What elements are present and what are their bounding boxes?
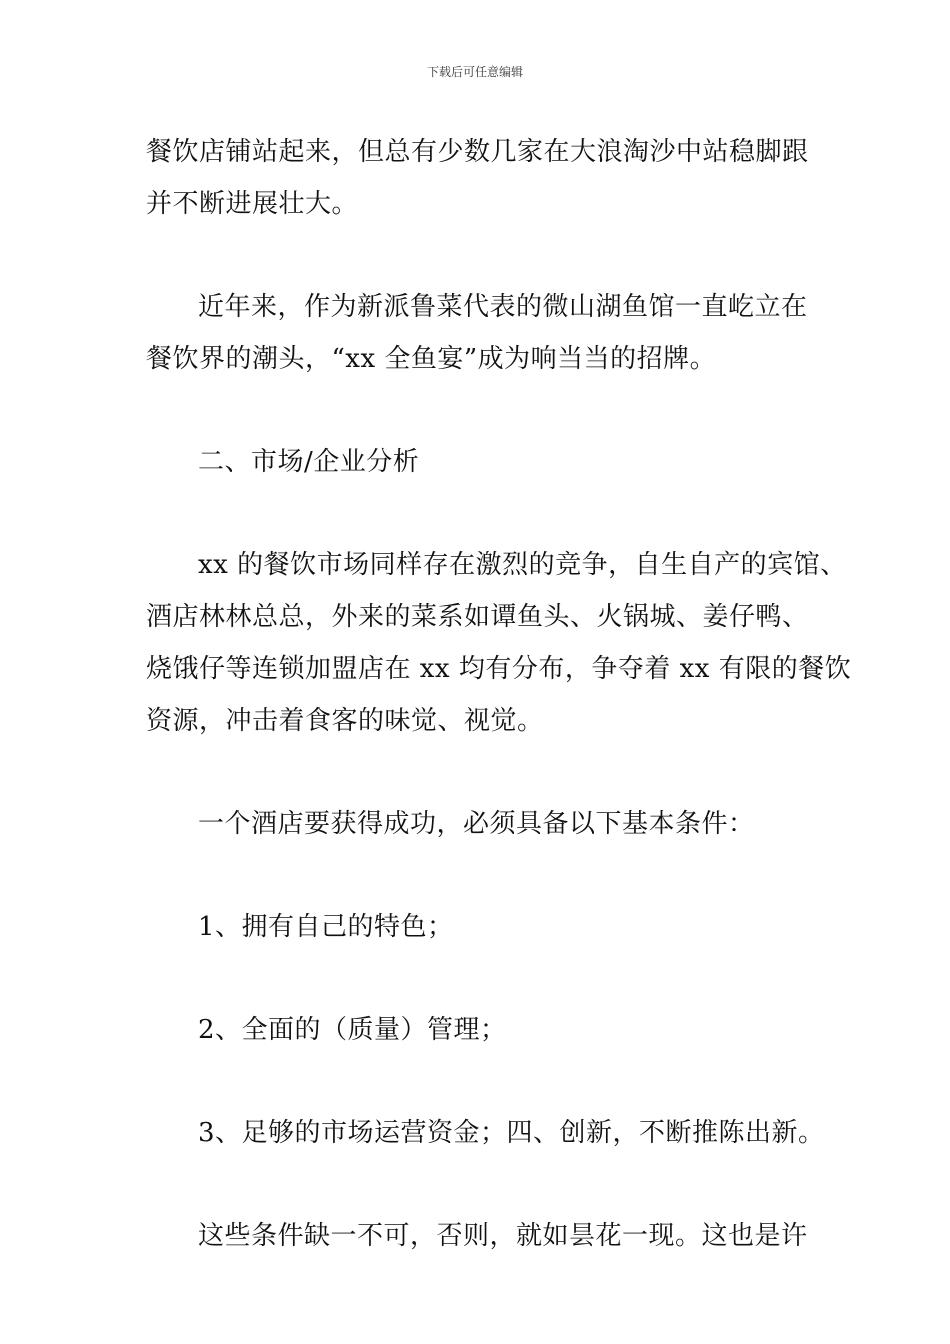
text-line: 并不断进展壮大。 <box>146 189 359 219</box>
list-item <box>146 1107 826 1159</box>
text-line: 3、足够的市场运营资金；四、创新，不断推陈出新。 <box>198 1118 825 1148</box>
list-item <box>146 1004 826 1056</box>
text-line: xx 的餐饮市场同样存在激烈的竞争，自生自产的宾馆、 <box>198 550 847 580</box>
document-body <box>146 126 852 1262</box>
paragraph <box>146 539 852 747</box>
text-line: 这些条件缺一不可，否则，就如昙花一现。这也是许 <box>198 1221 808 1251</box>
text-line: 近年来，作为新派鲁菜代表的微山湖鱼馆一直屹立在 <box>198 292 808 322</box>
text-line: 二、市场/企业分析 <box>198 447 420 477</box>
paragraph <box>146 281 826 385</box>
paragraph <box>146 1210 826 1262</box>
text-line: 1、拥有自己的特色； <box>198 912 454 942</box>
list-item <box>146 901 826 953</box>
text-line: 一个酒店要获得成功，必须具备以下基本条件： <box>198 809 755 839</box>
text-line: 烧饿仔等连锁加盟店在 xx 均有分布，争夺着 xx 有限的餐饮 <box>146 654 852 684</box>
text-line: 资源，冲击着食客的味觉、视觉。 <box>146 706 544 736</box>
text-line: 酒店林林总总，外来的菜系如谭鱼头、火锅城、姜仔鸭、 <box>146 602 809 632</box>
paragraph <box>146 126 826 230</box>
text-line: 餐饮店铺站起来，但总有少数几家在大浪淘沙中站稳脚跟 <box>146 137 809 167</box>
page-header: 下载后可任意编辑 <box>426 65 523 79</box>
paragraph <box>146 798 826 850</box>
section-heading <box>146 436 826 488</box>
text-line: 餐饮界的潮头，“xx 全鱼宴”成为响当当的招牌。 <box>146 344 717 374</box>
text-line: 2、全面的（质量）管理； <box>198 1015 507 1045</box>
